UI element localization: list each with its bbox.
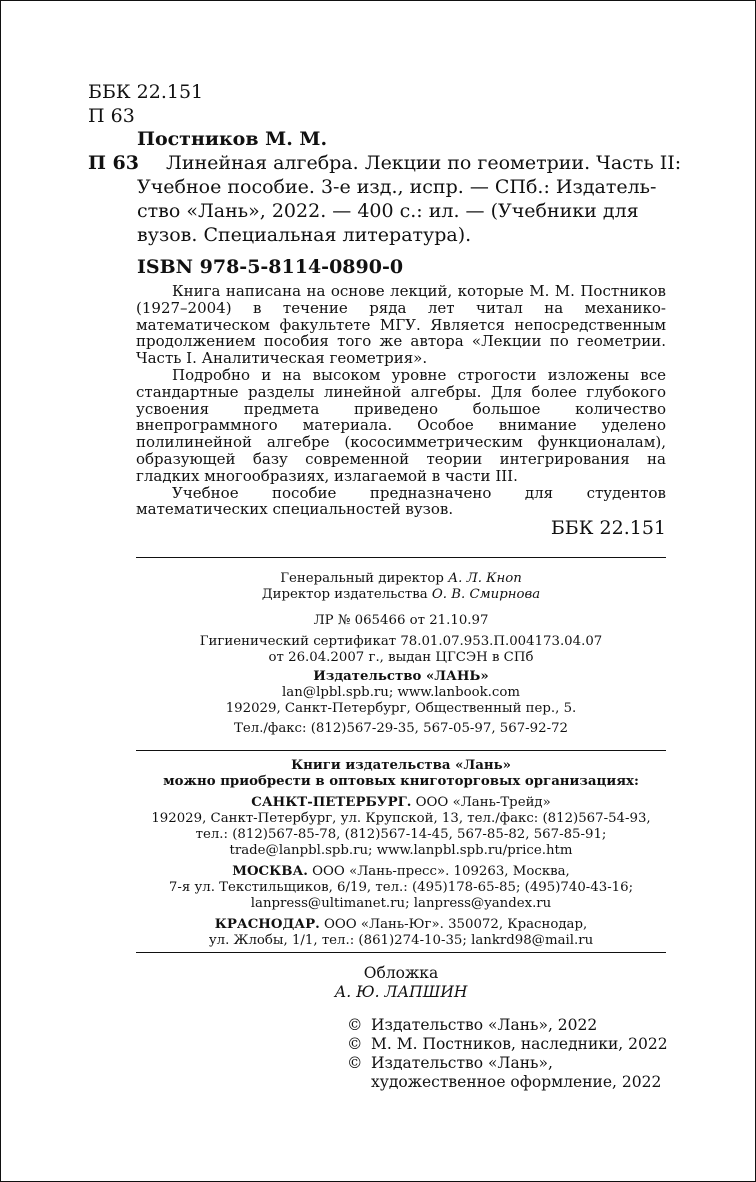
spb-line-2: тел.: (812)567-85-78, (812)567-14-45, 567-85-82, 567-85-91;: [195, 827, 607, 842]
general-director-line: [136, 571, 666, 587]
general-director-name: А. Л. Кноп: [448, 571, 522, 586]
moscow-city: МОСКВА.: [232, 864, 308, 879]
moscow-line-1: 7-я ул. Текстильщиков, 6/19, тел.: (495)178-65-85; (495)740-43-16;: [168, 880, 634, 895]
divider-1: [136, 557, 666, 558]
annotation-paragraph-2: Подробно и на высоком уровне строгости изложены все стандартные разделы линейной алгебры. Для более глубокого усвоения предмета приведено большое количество внепрограммного материала. Особое внимание уделено полилинейной алгебре (кососимметрическим функционалам), образующей базу современной теории интегрирования на гладких многообразиях, излагаемой в части III.: [136, 365, 666, 485]
distribution-heading-1: Книги издательства «Лань»: [291, 758, 511, 773]
copyright-line-4: [347, 1073, 668, 1092]
divider-2: [136, 750, 666, 751]
entry-line-4: вузов. Специальная литература).: [137, 224, 472, 246]
entry-line-1: Линейная алгебра. Лекции по геометрии. Часть II:: [166, 152, 682, 174]
divider-3: [136, 952, 666, 953]
distribution-block: [136, 758, 666, 949]
publisher-phone: Тел./факс: (812)567-29-35, 567-05-97, 567-92-72: [234, 721, 568, 736]
cover-block: [136, 964, 666, 1002]
copyright-icon: ©: [347, 1035, 363, 1053]
copyright-line-1: [347, 1016, 668, 1035]
copyright-line-2: [347, 1035, 668, 1054]
publishing-director-label: Директор издательства: [261, 587, 428, 602]
publishing-director-name: О. В. Смирнова: [431, 587, 541, 602]
entry-line-3: ство «Лань», 2022. — 400 с.: ил. — (Учебники для: [137, 200, 639, 222]
copyright-text-1: Издательство «Лань», 2022: [371, 1016, 598, 1034]
cover-label: Обложка: [363, 964, 439, 982]
bbk-code: ББК 22.151: [88, 81, 204, 103]
author-mark: П 63: [88, 105, 135, 127]
krasnodar-header: [136, 917, 666, 933]
moscow-org: ООО «Лань-пресс». 109263, Москва,: [307, 864, 570, 879]
distribution-heading-2: можно приобрести в оптовых книготорговых организациях:: [163, 774, 639, 789]
cover-artist: А. Ю. ЛАПШИН: [334, 983, 468, 1001]
copyright-text-3: Издательство «Лань»,: [371, 1054, 553, 1072]
krasnodar-org: ООО «Лань-Юг». 350072, Краснодар,: [319, 917, 588, 932]
publisher-address: 192029, Санкт-Петербург, Общественный пер., 5.: [225, 701, 577, 716]
copyright-text-4: художественное оформление, 2022: [371, 1073, 662, 1091]
annotation: [136, 283, 666, 518]
krasnodar-line-1: ул. Жлобы, 1/1, тел.: (861)274-10-35; lankrd98@mail.ru: [208, 933, 594, 948]
copyright-icon: ©: [347, 1016, 363, 1034]
spb-line-3: trade@lanpbl.spb.ru; www.lanpbl.spb.ru/price.htm: [229, 843, 573, 858]
author-name: Постников М. М.: [137, 128, 328, 150]
copyright-icon: ©: [347, 1054, 363, 1072]
copyright-block: [347, 1016, 668, 1092]
copyright-line-3: [347, 1054, 668, 1073]
entry-mark: П 63: [88, 152, 139, 174]
entry-line-2: Учебное пособие. 3-е изд., испр. — СПб.: Издатель-: [137, 176, 657, 198]
publisher-block: [136, 669, 666, 737]
hygiene-line-2: от 26.04.2007 г., выдан ЦГСЭН в СПб: [268, 650, 534, 665]
publisher-web: lan@lpbl.spb.ru; www.lanbook.com: [282, 685, 520, 700]
hygiene-line-1: Гигиенический сертификат 78.01.07.953.П.004173.04.07: [199, 634, 603, 649]
publishing-director-line: [136, 587, 666, 603]
certificates-block: [136, 613, 666, 666]
bbk-footer: ББК 22.151: [550, 517, 666, 539]
krasnodar-city: КРАСНОДАР.: [214, 917, 320, 932]
publisher-name: Издательство «ЛАНЬ»: [313, 669, 489, 684]
isbn: ISBN 978-5-8114-0890-0: [137, 256, 404, 278]
spb-line-1: 192029, Санкт-Петербург, ул. Крупской, 13, тел./факс: (812)567-54-93,: [151, 811, 651, 826]
spb-org: ООО «Лань-Трейд»: [411, 795, 551, 810]
license: ЛР № 065466 от 21.10.97: [313, 613, 489, 628]
staff-block: [136, 571, 666, 603]
moscow-header: [136, 864, 666, 880]
annotation-paragraph-1: Книга написана на основе лекций, которые М. М. Постников (1927–2004) в течение ряда лет читал на механико-математическом факультете МГУ. Является непосредственным продолжением пособия того же автора «Лекции по геометрии. Часть I. Аналитическая геометрия».: [136, 282, 666, 368]
copyright-text-2: М. М. Постников, наследники, 2022: [371, 1035, 668, 1053]
moscow-line-2: lanpress@ultimanet.ru; lanpress@yandex.ru: [250, 896, 552, 911]
spb-city: САНКТ-ПЕТЕРБУРГ.: [251, 795, 412, 810]
annotation-paragraph-3: Учебное пособие предназначено для студентов математических специальностей вузов.: [136, 483, 666, 519]
general-director-label: Генеральный директор: [280, 571, 444, 586]
spb-header: [136, 795, 666, 811]
